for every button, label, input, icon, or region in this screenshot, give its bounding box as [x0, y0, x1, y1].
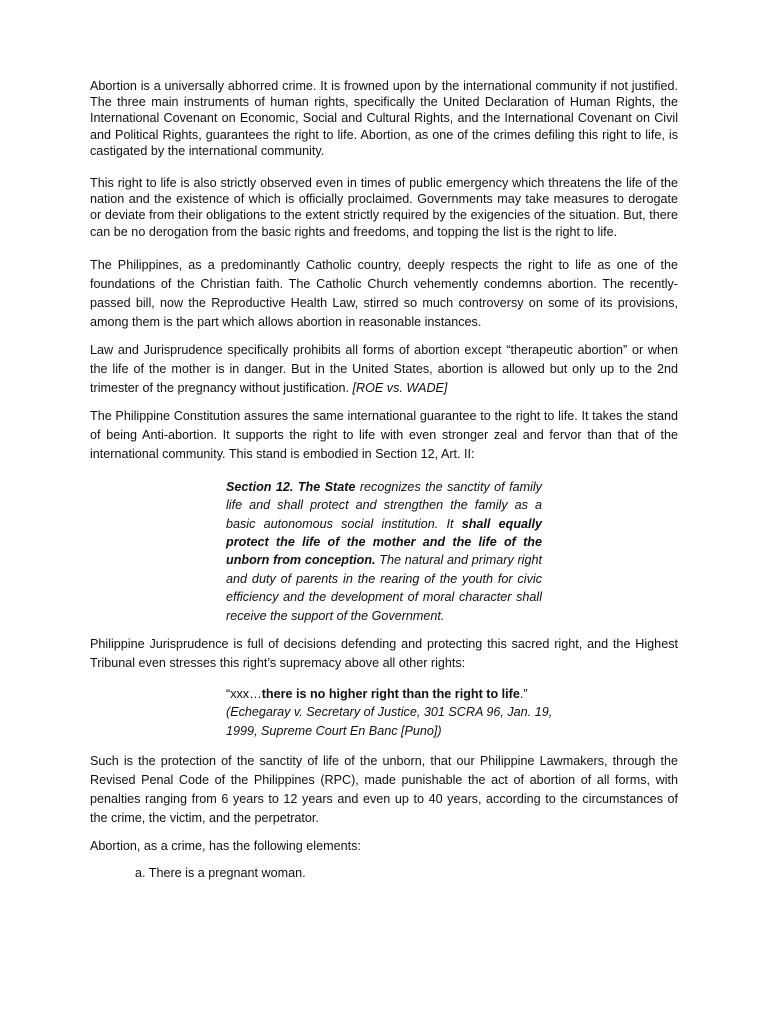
element-item-a: a. There is a pregnant woman. [135, 866, 306, 881]
paragraph-public-emergency: This right to life is also strictly observed even in times of public emergency which threatens the life of the nation and the existence of which is officially proclaimed. Governments may take measures to derogate or deviate from their obligations to the extent strictly required by the exigencies of the situation. But, there can be no derogation from the basic rights and freedoms, and topping the list is the right to life. [90, 176, 678, 239]
paragraph-philippines-catholic: The Philippines, as a predominantly Catholic country, deeply respects the right to life as one of the foundations of the Christian faith. The Catholic Church vehemently condemns abortion. The recently-passed bill, now the Reproductive Health Law, stirred so much controversy on some of its provisions, among them is the part which allows abortion in reasonable instances. [90, 257, 678, 329]
paragraph-law-jurisprudence [90, 341, 678, 398]
paragraph-jurisprudence: Philippine Jurisprudence is full of decisions defending and protecting this sacred right, and the Highest Tribunal even stresses this right’s supremacy above all other rights: [90, 637, 678, 671]
section-12-bold-text: shall equally protect the life of the mother and the life of the unborn from conception. [226, 516, 543, 568]
law-jurisprudence-text: Law and Jurisprudence specifically prohibits all forms of abortion except “therapeutic abortion” or when the life of the mother is in danger. But in the United States, abortion is allowed but only up to the 2nd trimester of the pregnancy without justification. [90, 342, 678, 395]
echegaray-quote-bold: there is no higher right than the right to life [261, 687, 520, 702]
echegaray-citation: (Echegaray v. Secretary of Justice, 301 SCRA 96, Jan. 19, 1999, Supreme Court En Banc [Puno]) [226, 705, 553, 738]
section-12-text-1: recognizes the sanctity of family life and shall protect and strengthen the family as a basic autonomous social institution. It [226, 479, 542, 531]
paragraph-elements-intro: Abortion, as a crime, has the following elements: [90, 839, 361, 854]
document-page [90, 78, 678, 882]
echegaray-quote-text: “xxx…there is no higher right than the right to life.” [226, 687, 528, 702]
roe-wade-citation: [ROE vs. WADE] [352, 380, 448, 395]
paragraph-constitution: The Philippine Constitution assures the same international guarantee to the right to life. It takes the stand of being Anti-abortion. It supports the right to life with even stronger zeal and fervor than that of the international community. This stand is embodied in Section 12, Art. II: [90, 408, 678, 461]
section-12-quote [226, 478, 542, 625]
section-12-heading: Section 12. The State [226, 479, 356, 494]
paragraph-rpc: Such is the protection of the sanctity of life of the unborn, that our Philippine Lawmakers, through the Revised Penal Code of the Philippines (RPC), made punishable the act of abortion of all forms, with penalties ranging from 6 years to 12 years and even up to 40 years, according to the circumstances of the crime, the victim, and the perpetrator. [90, 754, 678, 826]
paragraph-intro: Abortion is a universally abhorred crime. It is frowned upon by the international community if not justified. The three main instruments of human rights, specifically the United Declaration of Human Rights, the International Covenant on Economic, Social and Cultural Rights, and the International Covenant on Civil and Political Rights, guarantees the right to life. Abortion, as one of the crimes defiling this right to life, is castigated by the international community. [90, 79, 678, 158]
echegaray-quote [226, 685, 556, 740]
section-12-text-2: The natural and primary right and duty of parents in the rearing of the youth for civic efficiency and the development of moral character shall receive the support of the Government. [226, 553, 542, 623]
